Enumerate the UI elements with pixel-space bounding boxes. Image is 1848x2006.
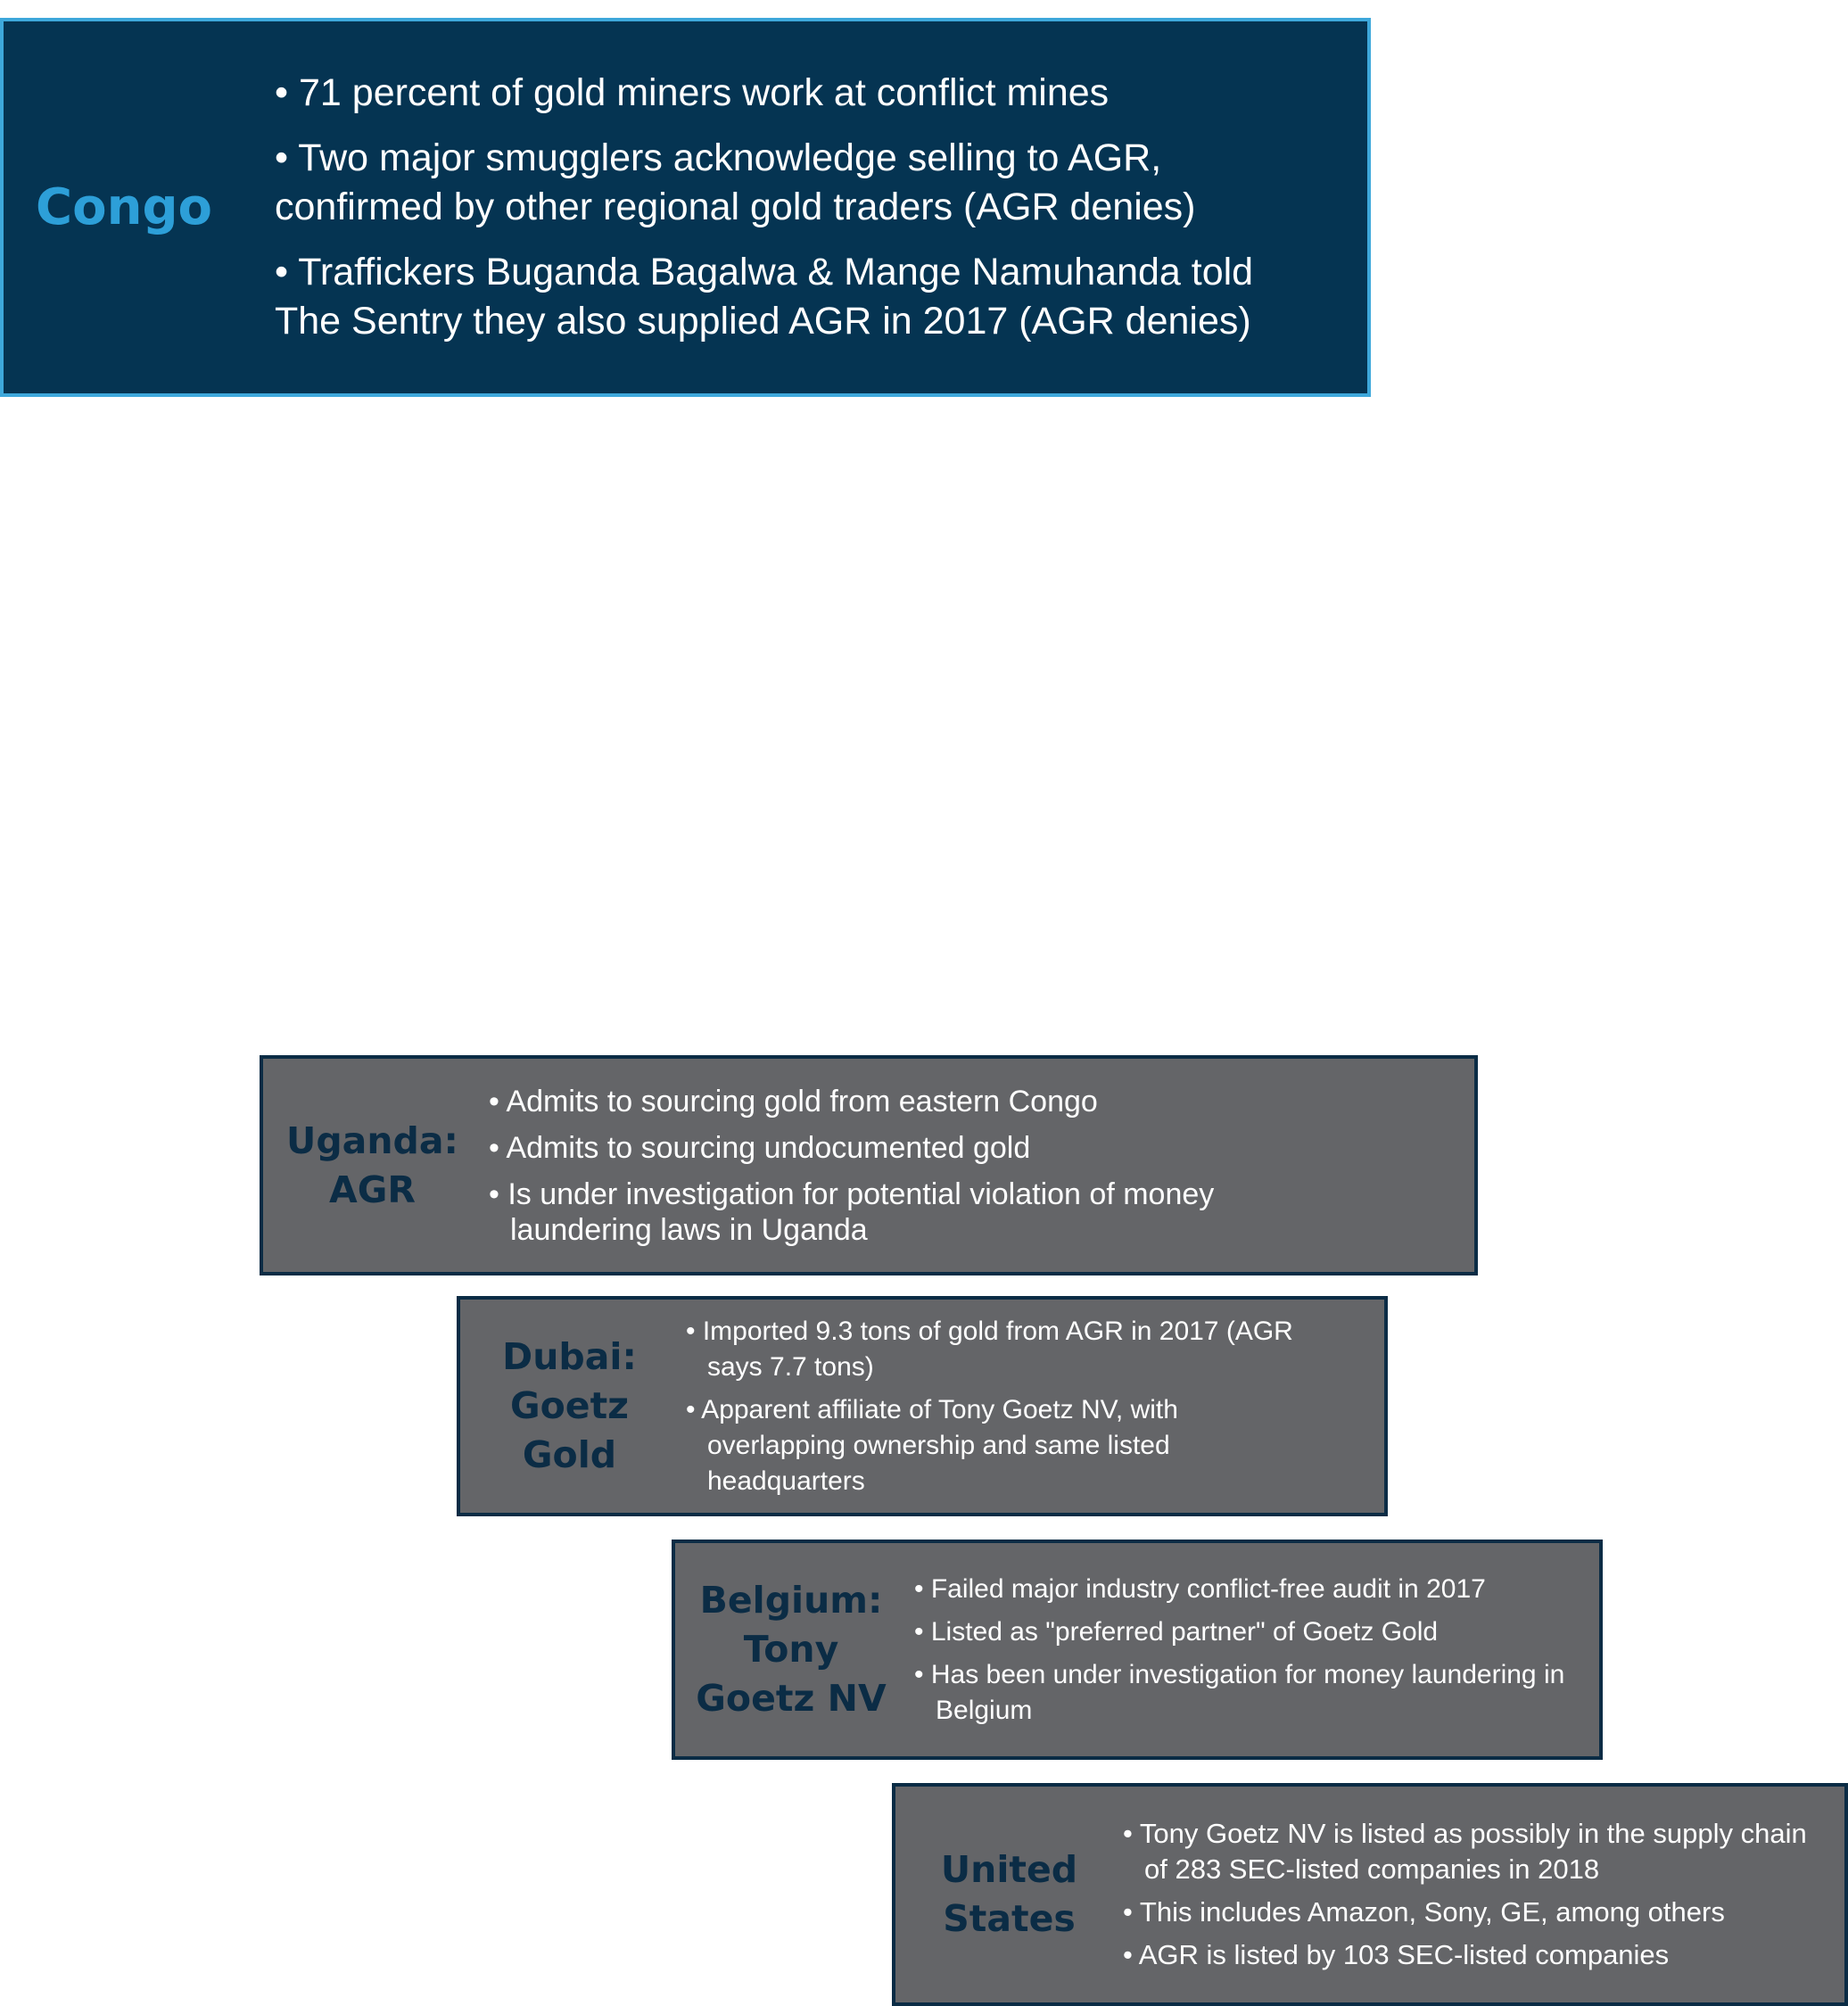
united-states-bullet: • Tony Goetz NV is listed as possibly in the supply chain of 283 SEC-listed companies in 2018 [1123, 1818, 1807, 1885]
united-states-bullet: • This includes Amazon, Sony, GE, among others [1123, 1896, 1725, 1928]
uganda-bullet: • Is under investigation for potential violation of money laundering laws in Uganda [489, 1176, 1215, 1247]
belgium-box [672, 1540, 1603, 1760]
belgium-bullet: • Has been under investigation for money laundering in Belgium [914, 1659, 1565, 1725]
uganda-box [260, 1055, 1478, 1275]
united-states-bullets [1123, 1809, 1827, 1980]
belgium-bullet: • Listed as "preferred partner" of Goetz Gold [914, 1616, 1439, 1647]
congo-bullet: • Traffickers Buganda Bagalwa & Mange Namuhanda told The Sentry they also supplied AGR in 2017 (AGR denies) [275, 251, 1254, 343]
dubai-bullets [686, 1307, 1310, 1507]
dubai-label: Dubai: Goetz Gold [502, 1335, 637, 1476]
dubai-bullet: • Apparent affiliate of Tony Goetz NV, with overlapping ownership and same listed headquarters [686, 1394, 1178, 1496]
uganda-bullet: • Admits to sourcing gold from eastern Congo [489, 1084, 1098, 1119]
congo-bullets [275, 53, 1327, 362]
congo-bullet: • 71 percent of gold miners work at conflict mines [275, 71, 1110, 114]
dubai-box [457, 1296, 1388, 1516]
congo-label: Congo [36, 177, 212, 236]
belgium-label: Belgium: Tony Goetz NV [696, 1579, 887, 1720]
uganda-bullets [489, 1073, 1309, 1259]
united-states-box [892, 1783, 1848, 2006]
uganda-bullet: • Admits to sourcing undocumented gold [489, 1130, 1031, 1165]
dubai-bullet: • Imported 9.3 tons of gold from AGR in 2017 (AGR says 7.7 tons) [686, 1316, 1293, 1382]
congo-bullet: • Two major smugglers acknowledge selling to AGR, confirmed by other regional gold traders (AGR denies) [275, 136, 1196, 228]
uganda-label: Uganda: AGR [286, 1119, 458, 1211]
congo-box [0, 18, 1371, 397]
belgium-bullet: • Failed major industry conflict-free audit in 2017 [914, 1573, 1486, 1604]
united-states-label: United States [940, 1848, 1078, 1940]
belgium-bullets [914, 1564, 1574, 1736]
united-states-bullet: • AGR is listed by 103 SEC-listed companies [1123, 1939, 1670, 1970]
